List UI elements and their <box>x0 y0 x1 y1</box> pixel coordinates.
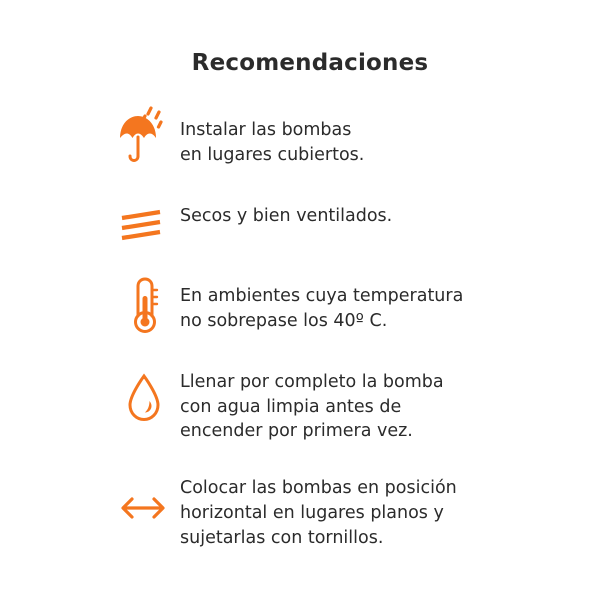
list-item <box>108 104 570 168</box>
ventilation-lines-icon <box>108 198 180 246</box>
text-line: En ambientes cuya temperatura <box>180 285 464 306</box>
list-item-text <box>180 276 463 334</box>
text-line: Instalar las bombas <box>180 120 352 140</box>
water-drop-icon <box>108 366 180 428</box>
list-item-text <box>180 104 364 168</box>
list-item-text <box>180 366 444 445</box>
text-line: horizontal en lugares planos y <box>180 503 444 524</box>
text-line: con agua limpia antes de <box>180 396 402 417</box>
text-line: en lugares cubiertos. <box>180 144 365 165</box>
horizontal-arrow-icon <box>108 474 180 524</box>
list-item <box>108 276 570 336</box>
text-line: Secos y bien ventilados. <box>180 205 393 226</box>
list-item <box>108 474 570 551</box>
text-line: encender por primera vez. <box>180 421 413 442</box>
page-title: Recomendaciones <box>191 50 429 76</box>
text-line: no sobrepase los 40º C. <box>180 310 388 331</box>
text-line: Llenar por completo la bomba <box>180 371 444 392</box>
text-line: sujetarlas con tornillos. <box>180 527 384 548</box>
list-item <box>108 366 570 445</box>
umbrella-rain-icon <box>108 104 180 166</box>
list-item-text <box>180 198 392 229</box>
list-item <box>108 198 570 246</box>
recommendations-list <box>0 104 600 551</box>
text-line: Colocar las bombas en posición <box>180 478 457 499</box>
list-item-text <box>180 474 457 551</box>
thermometer-icon <box>108 276 180 336</box>
